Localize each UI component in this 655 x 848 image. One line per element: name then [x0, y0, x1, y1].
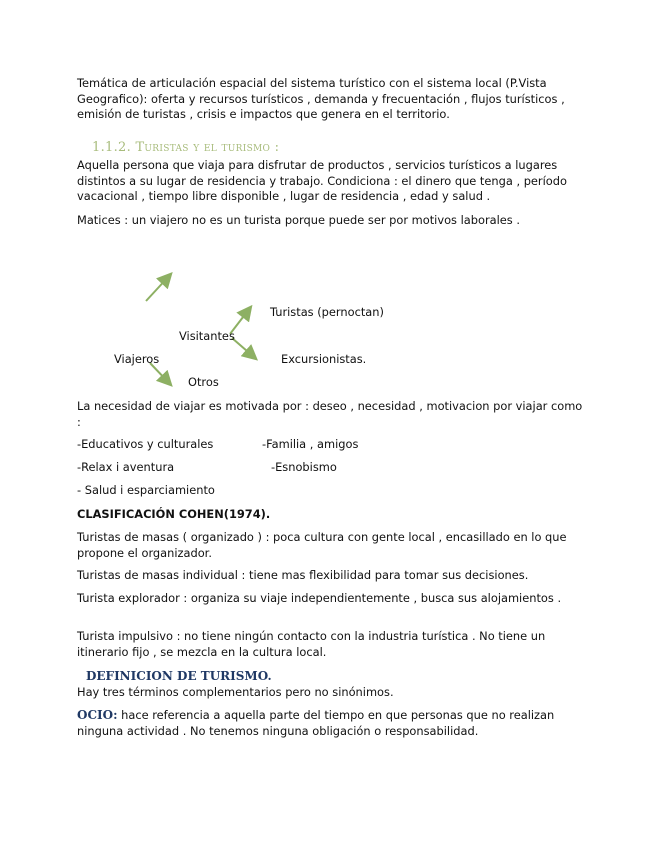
diagram-visitantes: Visitantes — [179, 329, 235, 343]
section-heading: 1.1.2. Turistas y el turismo : — [92, 140, 280, 155]
reason-relax: -Relax i aventura — [77, 460, 175, 474]
arrow-up-empty — [146, 275, 170, 301]
diagram-viajeros: Viajeros — [114, 352, 160, 366]
cohen-item-masas-individual: Turistas de masas individual : tiene mas flexibilidad para tomar sus decisiones. — [77, 568, 529, 582]
arrow-to-excursionistas — [232, 338, 255, 358]
diagram-turistas: Turistas (pernoctan) — [270, 305, 384, 319]
intro-paragraph: Temática de articulación espacial del sistema turístico con el sistema local (P.Vista Geografico): oferta y recursos turísticos , demanda y frecuentación , flujos turísticos , emisión de turistas , crisis e impactos que genera en el territorio. — [77, 76, 565, 122]
definicion-text: Hay tres términos complementarios pero no sinónimos. — [77, 685, 394, 699]
definicion-heading: DEFINICION DE TURISMO. — [86, 669, 272, 683]
cohen-item-impulsivo: Turista impulsivo : no tiene ningún contacto con la industria turística . No tiene un itinerario fijo , se mezcla en la cultura local. — [77, 629, 546, 659]
reason-esnobismo: -Esnobismo — [271, 460, 337, 474]
reason-familia: -Familia , amigos — [262, 437, 359, 451]
diagram-otros: Otros — [188, 375, 219, 389]
ocio-paragraph — [77, 708, 587, 739]
ocio-label: OCIO: — [77, 708, 118, 722]
cohen-item-masas-organizado: Turistas de masas ( organizado ) : poca cultura con gente local , encasillado en lo que propone el organizador. — [77, 530, 567, 560]
matices-paragraph: Matices : un viajero no es un turista porque puede ser por motivos laborales . — [77, 213, 520, 227]
reason-educativos: -Educativos y culturales — [77, 437, 214, 451]
ocio-text: hace referencia a aquella parte del tiempo en que personas que no realizan ninguna actividad . No tenemos ninguna obligación o responsabilidad. — [77, 708, 555, 738]
cohen-heading: CLASIFICACIÓN COHEN(1974). — [77, 507, 271, 521]
reason-salud: - Salud i esparciamiento — [77, 483, 215, 497]
motivation-paragraph: La necesidad de viajar es motivada por : deseo , necesidad , motivacion por viajar como : — [77, 399, 583, 429]
cohen-item-explorador: Turista explorador : organiza su viaje independientemente , busca sus alojamientos . — [77, 591, 562, 605]
definition-paragraph: Aquella persona que viaja para disfrutar de productos , servicios turísticos a lugares distintos a su lugar de residencia y trabajo. Condiciona : el dinero que tenga , período vacacional , tiempo libre disponible , lugar de residencia , edad y salud . — [77, 158, 567, 204]
diagram-excursionistas: Excursionistas. — [281, 352, 367, 366]
